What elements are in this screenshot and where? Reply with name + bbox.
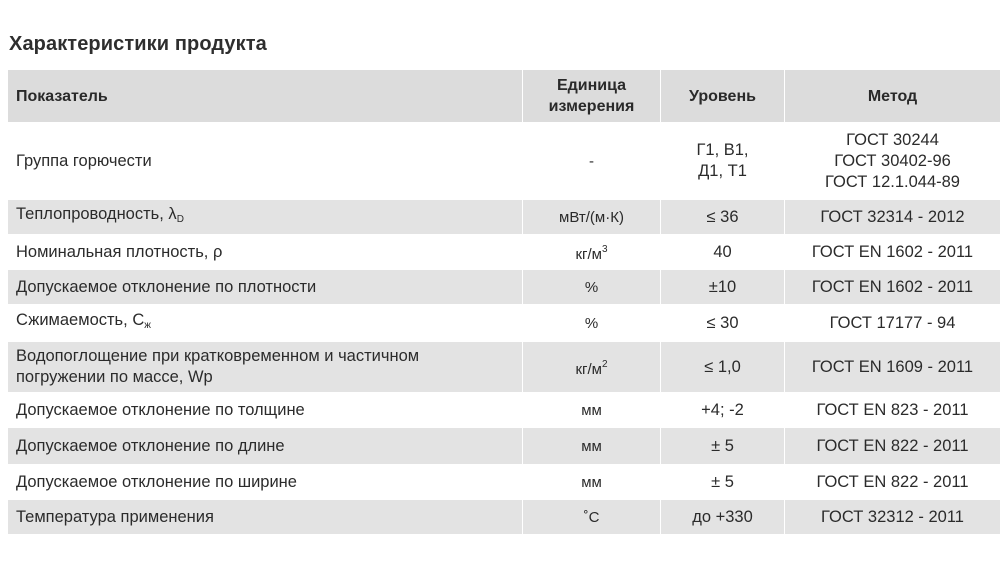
cell-level	[660, 122, 784, 200]
cell-unit	[522, 342, 660, 392]
indicator-line: погружении по массе, Wp	[16, 368, 213, 386]
cell-method: ГОСТ 32312 - 2011	[784, 500, 1000, 534]
unit-text: кг/м	[575, 361, 602, 378]
cell-method-line: ГОСТ 30244	[846, 130, 939, 149]
table-row	[8, 428, 1000, 464]
cell-unit: мм	[522, 464, 660, 500]
cell-unit: %	[522, 270, 660, 304]
table-row	[8, 122, 1000, 200]
unit-superscript: 2	[601, 359, 608, 370]
cell-level: +4; -2	[660, 392, 784, 428]
cell-indicator: Группа горючести	[8, 122, 522, 200]
cell-indicator: Номинальная плотность, ρ	[8, 234, 522, 270]
cell-method: ГОСТ EN 1602 - 2011	[784, 270, 1000, 304]
cell-level: ≤ 30	[660, 304, 784, 342]
cell-indicator: Допускаемое отклонение по плотности	[8, 270, 522, 304]
cell-method: ГОСТ EN 1609 - 2011	[784, 342, 1000, 392]
header-unit	[522, 70, 660, 122]
indicator-text: Теплопроводность, λ	[16, 205, 177, 223]
cell-unit	[522, 234, 660, 270]
cell-method: ГОСТ 17177 - 94	[784, 304, 1000, 342]
header-method: Метод	[784, 70, 1000, 122]
cell-level: 40	[660, 234, 784, 270]
cell-unit: мм	[522, 392, 660, 428]
header-unit-line: измерения	[548, 98, 635, 115]
cell-method: ГОСТ EN 823 - 2011	[784, 392, 1000, 428]
table-row	[8, 200, 1000, 234]
cell-indicator: Допускаемое отклонение по толщине	[8, 392, 522, 428]
cell-method: ГОСТ 32314 - 2012	[784, 200, 1000, 234]
table-header-row	[8, 70, 1000, 122]
unit-text: кг/м	[575, 246, 602, 263]
cell-unit: мВт/(м·К)	[522, 200, 660, 234]
cell-indicator	[8, 304, 522, 342]
characteristics-table	[8, 70, 1000, 534]
cell-unit: мм	[522, 428, 660, 464]
cell-method: ГОСТ EN 1602 - 2011	[784, 234, 1000, 270]
cell-method: ГОСТ EN 822 - 2011	[784, 464, 1000, 500]
indicator-text: Сжимаемость, С	[16, 311, 145, 329]
cell-method: ГОСТ EN 822 - 2011	[784, 428, 1000, 464]
cell-level: ±10	[660, 270, 784, 304]
cell-indicator: Допускаемое отклонение по ширине	[8, 464, 522, 500]
table-row	[8, 304, 1000, 342]
page-title: Характеристики продукта	[9, 33, 267, 55]
cell-level: ± 5	[660, 464, 784, 500]
cell-level: ± 5	[660, 428, 784, 464]
header-indicator: Показатель	[8, 70, 522, 122]
indicator-subscript: ж	[144, 320, 151, 331]
cell-method-line: ГОСТ 30402-96	[834, 151, 951, 170]
cell-level-line: Г1, В1,	[696, 141, 749, 159]
cell-indicator: Допускаемое отклонение по длине	[8, 428, 522, 464]
cell-level: ≤ 36	[660, 200, 784, 234]
unit-superscript: 3	[601, 244, 608, 255]
table-row	[8, 342, 1000, 392]
cell-unit: %	[522, 304, 660, 342]
cell-level: ≤ 1,0	[660, 342, 784, 392]
table-row	[8, 234, 1000, 270]
table-row	[8, 500, 1000, 534]
cell-unit: -	[522, 122, 660, 200]
table-row	[8, 270, 1000, 304]
cell-level-line: Д1, Т1	[698, 162, 747, 180]
cell-unit: ˚C	[522, 500, 660, 534]
table-row	[8, 392, 1000, 428]
cell-indicator: Температура применения	[8, 500, 522, 534]
cell-indicator	[8, 342, 522, 392]
cell-level: до +330	[660, 500, 784, 534]
cell-method-line: ГОСТ 12.1.044-89	[825, 172, 960, 191]
table-row	[8, 464, 1000, 500]
indicator-subscript: D	[176, 214, 184, 225]
cell-indicator	[8, 200, 522, 234]
header-unit-line: Единица	[556, 77, 627, 94]
header-level: Уровень	[660, 70, 784, 122]
indicator-line: Водопоглощение при кратковременном и частичном	[16, 347, 420, 365]
cell-method	[784, 122, 1000, 200]
